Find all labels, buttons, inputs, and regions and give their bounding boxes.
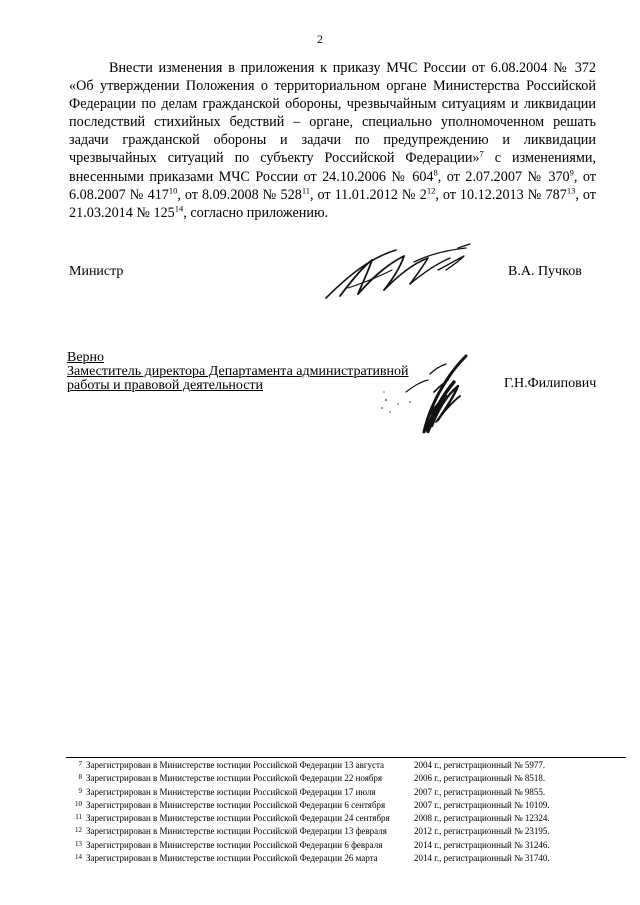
certification-position-line1: Заместитель директора Департамента административной: [67, 364, 409, 379]
footnote-registration: 2007 г., регистрационный № 9855.: [414, 786, 546, 797]
body-text-segment: , от 8.09.2008 № 528: [177, 186, 302, 203]
body-text-segment: , от 21.03.2014 № 125: [69, 186, 596, 221]
footnote-registration: 2014 г., регистрационный № 31740.: [414, 853, 550, 864]
footnote: [66, 839, 626, 852]
body-text-segment: , от 2.07.2007 № 370: [437, 168, 570, 185]
footnote-ref: 9: [569, 166, 574, 177]
body-text-segment: , от 11.01.2012 № 2: [310, 186, 427, 203]
body-text-segment: , согласно приложению.: [183, 204, 329, 221]
footnote-ref: 12: [426, 184, 436, 195]
footnote: [66, 852, 626, 865]
footnote-number: 10: [75, 799, 82, 808]
footnote-text: Зарегистрирован в Министерстве юстиции Российской Федерации 6 февраля: [86, 839, 383, 850]
certification-block: [67, 351, 409, 393]
footnote-registration: 2012 г., регистрационный № 23195.: [414, 826, 550, 837]
footnote-text: Зарегистрирован в Министерстве юстиции Российской Федерации 13 февраля: [86, 826, 387, 837]
footnote-registration: 2007 г., регистрационный № 10109.: [414, 799, 550, 810]
footnote-number: 7: [78, 760, 82, 768]
footnote-text: Зарегистрирован в Министерстве юстиции Российской Федерации 6 сентября: [86, 799, 386, 810]
footnote-ref: 11: [301, 184, 311, 195]
minister-title: Министр: [69, 264, 124, 279]
footnote: [66, 759, 626, 772]
body-text-segment: , от 6.08.2007 № 417: [69, 168, 596, 203]
footnote-text: Зарегистрирован в Министерстве юстиции Российской Федерации 26 марта: [86, 853, 378, 864]
footnote-number: 8: [78, 773, 82, 782]
certification-position-line2: работы и правовой деятельности: [67, 378, 264, 393]
footnote-registration: 2006 г., регистрационный № 8518.: [414, 773, 546, 784]
body-text-segment: , от 10.12.2013 № 787: [435, 186, 567, 203]
certification-label: Верно: [67, 350, 105, 365]
footnote: [66, 812, 626, 825]
page-number: 2: [317, 32, 323, 46]
minister-signature: [318, 236, 478, 306]
footnote-ref: 14: [174, 203, 184, 214]
footnote-registration: 2004 г., регистрационный № 5977.: [414, 760, 546, 770]
order-body-text: [69, 59, 596, 222]
footnote-ref: 8: [433, 166, 438, 177]
footnote-number: 11: [75, 813, 82, 822]
footnote: [66, 825, 626, 838]
footnote-text: Зарегистрирован в Министерстве юстиции Российской Федерации 17 июля: [86, 786, 376, 797]
deputy-name: Г.Н.Филипович: [504, 376, 597, 391]
footnote-ref: 10: [168, 184, 178, 195]
deputy-signature: [376, 352, 476, 436]
minister-name: В.А. Пучков: [508, 264, 582, 279]
footnote-ref: 13: [566, 184, 576, 195]
footnote-number: 13: [75, 839, 82, 848]
footnote-number: 9: [78, 786, 82, 795]
footnote-number: 14: [75, 853, 82, 862]
body-text-segment: Внести изменения в приложения к приказу МЧС России от 6.08.2004 № 372 «Об утверждении Положения о территориальном органе Министерства Российской Федерации по делам гражданской обороны, чрезвычайным ситуациям и ликвидации последствий стихийных бедствий – органе, специально уполномоченном решать задачи гражданской обороны и задачи по предупреждению и ликвидации чрезвычайных ситуаций по субъекту Российской Федерации»: [69, 60, 596, 167]
footnote-registration: 2014 г., регистрационный № 31246.: [414, 839, 550, 850]
footnotes: [66, 757, 626, 865]
footnote-text: Зарегистрирован в Министерстве юстиции Российской Федерации 13 августа: [86, 760, 385, 770]
footnote-separator: [66, 757, 626, 758]
body-text-segment: с изменениями, внесенными приказами МЧС России от 24.10.2006 № 604: [69, 150, 596, 185]
footnote-text: Зарегистрирован в Министерстве юстиции Российской Федерации 24 сентября: [86, 813, 390, 824]
footnote: [66, 772, 626, 785]
footnote-text: Зарегистрирован в Министерстве юстиции Российской Федерации 22 ноября: [86, 773, 383, 784]
footnote-number: 12: [75, 826, 82, 835]
footnote-ref: 7: [479, 148, 484, 159]
footnote: [66, 786, 626, 799]
footnote: [66, 799, 626, 812]
footnote-registration: 2008 г., регистрационный № 12324.: [414, 813, 550, 824]
